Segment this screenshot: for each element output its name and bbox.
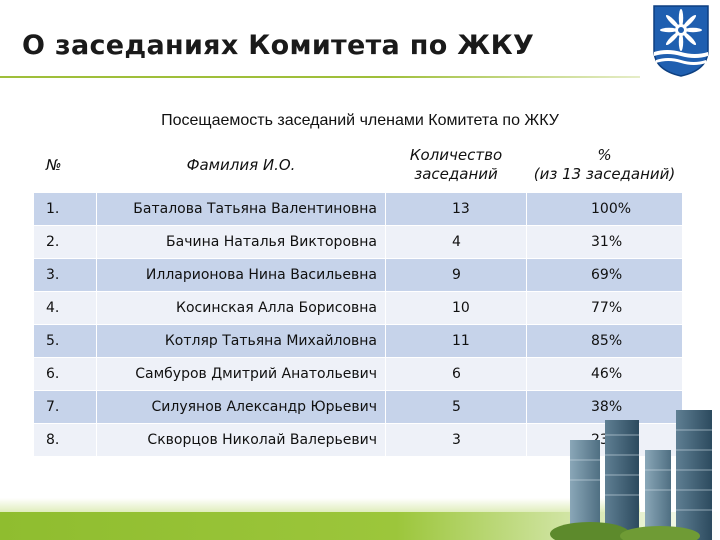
table-row (34, 193, 683, 226)
slide-title: О заседаниях Комитета по ЖКУ (22, 30, 535, 61)
row-number: 2. (34, 226, 97, 259)
header-count (386, 138, 527, 193)
row-number: 6. (34, 358, 97, 391)
table-row (34, 259, 683, 292)
row-name: Котляр Татьяна Михайловна (97, 325, 386, 358)
header-count-line1: Количество (409, 146, 503, 164)
table-caption: Посещаемость заседаний членами Комитета по ЖКУ (161, 112, 559, 129)
header-percent (527, 138, 683, 193)
row-count: 6 (386, 358, 527, 391)
row-number: 1. (34, 193, 97, 226)
row-name: Баталова Татьяна Валентиновна (97, 193, 386, 226)
row-number: 3. (34, 259, 97, 292)
row-name: Косинская Алла Борисовна (97, 292, 386, 325)
row-number: 8. (34, 424, 97, 457)
header-count-line2: заседаний (414, 165, 498, 183)
row-count: 4 (386, 226, 527, 259)
table-header-row (34, 138, 683, 193)
row-count: 11 (386, 325, 527, 358)
table-row (34, 358, 683, 391)
title-underline (0, 76, 640, 78)
row-percent: 46% (527, 358, 683, 391)
row-count: 3 (386, 424, 527, 457)
row-percent: 100% (527, 193, 683, 226)
header-percent-line2: (из 13 заседаний) (533, 165, 676, 183)
row-name: Силуянов Александр Юрьевич (97, 391, 386, 424)
row-percent: 38% (527, 391, 683, 424)
city-coat-of-arms-icon (652, 4, 710, 78)
attendance-table (33, 137, 683, 457)
header-number: № (34, 138, 97, 193)
table-row (34, 325, 683, 358)
row-percent: 85% (527, 325, 683, 358)
row-count: 13 (386, 193, 527, 226)
row-count: 9 (386, 259, 527, 292)
row-number: 4. (34, 292, 97, 325)
row-percent: 31% (527, 226, 683, 259)
row-percent: 77% (527, 292, 683, 325)
table-row (34, 226, 683, 259)
row-name: Скворцов Николай Валерьевич (97, 424, 386, 457)
row-name: Илларионова Нина Васильевна (97, 259, 386, 292)
row-percent: 69% (527, 259, 683, 292)
table-row (34, 292, 683, 325)
footer-gradient (0, 498, 640, 512)
city-buildings-image (550, 410, 720, 540)
row-count: 5 (386, 391, 527, 424)
row-number: 5. (34, 325, 97, 358)
row-number: 7. (34, 391, 97, 424)
row-name: Бачина Наталья Викторовна (97, 226, 386, 259)
row-count: 10 (386, 292, 527, 325)
header-percent-line1: % (597, 146, 612, 164)
header-name: Фамилия И.О. (97, 138, 386, 193)
row-name: Самбуров Дмитрий Анатольевич (97, 358, 386, 391)
